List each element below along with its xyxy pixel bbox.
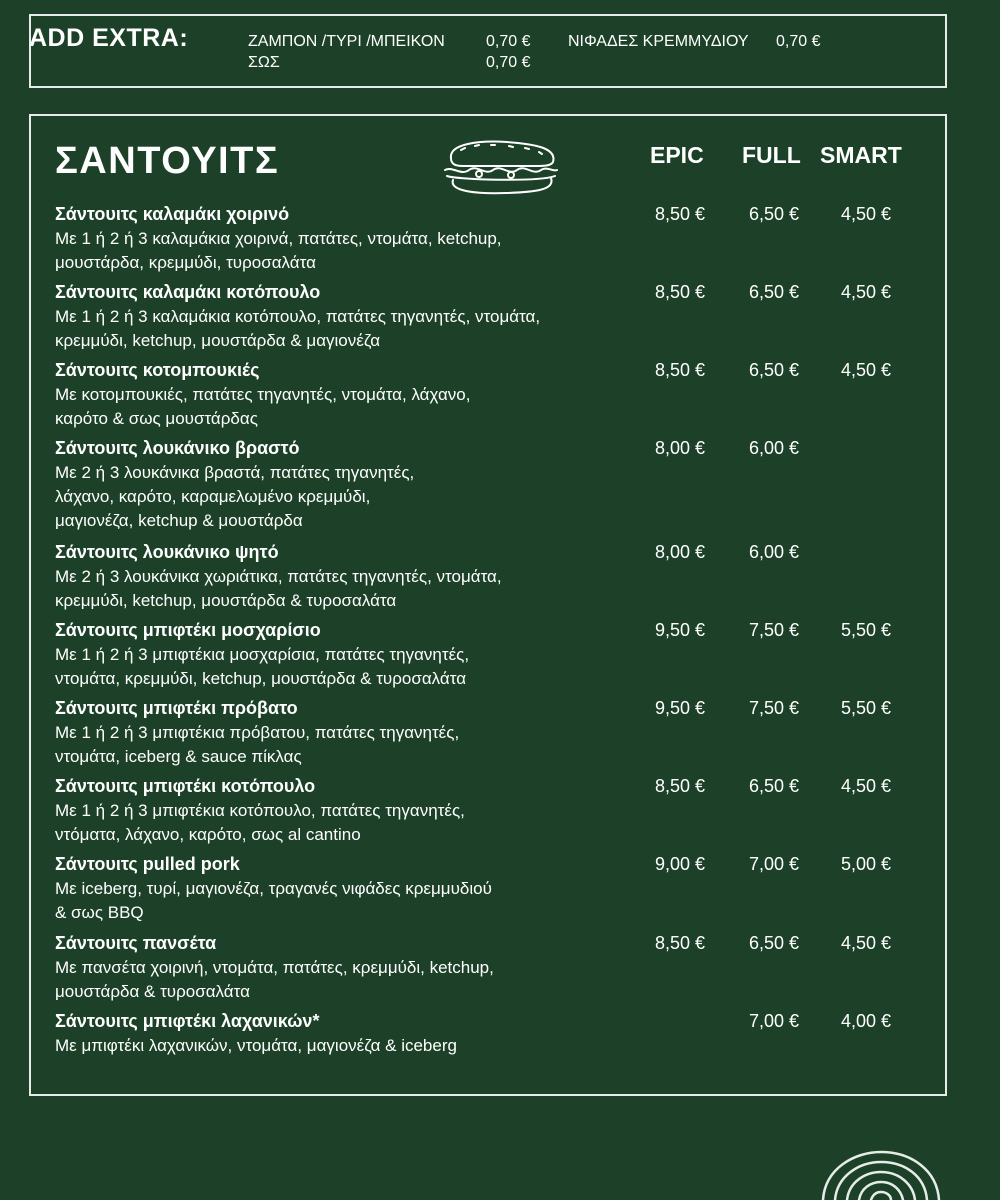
- item-name: Σάντουιτς λουκάνικο βραστό: [55, 438, 300, 458]
- price-epic: 8,50 €: [655, 776, 706, 796]
- item-description: Με 1 ή 2 ή 3 καλαμάκια χοιρινά, πατάτες, ντομάτα, ketchup, μουστάρδα, κρεμμύδι, τυροσαλάτα: [55, 229, 502, 272]
- menu-item: [55, 774, 935, 847]
- price-smart: 4,50 €: [841, 360, 892, 380]
- price-smart: 4,50 €: [841, 933, 892, 953]
- item-description: Με 1 ή 2 ή 3 μπιφτέκια κοτόπουλο, πατάτες τηγανητές, ντόματα, λάχανο, καρότο, σως al cantino: [55, 801, 465, 844]
- price-epic: 8,50 €: [655, 933, 706, 953]
- price-epic: 8,50 €: [655, 282, 706, 302]
- price-full: 6,00 €: [749, 438, 800, 458]
- item-name: Σάντουιτς κοτομπουκιές: [55, 360, 260, 380]
- price-smart: 4,50 €: [841, 282, 892, 302]
- item-name: Σάντουιτς καλαμάκι κοτόπουλο: [55, 282, 321, 302]
- item-description: Με κοτομπουκιές, πατάτες τηγανητές, ντομάτα, λάχανο, καρότο & σως μουστάρδας: [55, 385, 471, 428]
- column-full: FULL: [742, 142, 801, 168]
- item-name: Σάντουιτς μπιφτέκι μοσχαρίσιο: [55, 620, 321, 640]
- item-description: Με μπιφτέκι λαχανικών, ντομάτα, μαγιονέζα & iceberg: [55, 1036, 457, 1055]
- price-full: 7,50 €: [749, 698, 800, 718]
- menu-item: [55, 540, 935, 613]
- price-smart: 5,00 €: [841, 854, 892, 874]
- sandwich-menu-box: [29, 114, 947, 1096]
- menu-item: [55, 852, 935, 925]
- extra-price: 0,70 €: [486, 54, 531, 71]
- price-full: 6,50 €: [749, 282, 800, 302]
- price-smart: 4,00 €: [841, 1011, 892, 1031]
- menu-item: [55, 436, 935, 533]
- extra-name: ΖΑΜΠΟΝ /ΤΥΡΙ /ΜΠΕΙΚΟΝ: [248, 33, 445, 50]
- item-name: Σάντουιτς λουκάνικο ψητό: [55, 542, 279, 562]
- item-description: Με 2 ή 3 λουκάνικα χωριάτικα, πατάτες τηγανητές, ντομάτα, κρεμμύδι, ketchup, μουστάρδα & τυροσαλάτα: [55, 567, 502, 610]
- column-smart: SMART: [820, 142, 902, 168]
- extra-name: ΣΩΣ: [248, 54, 280, 71]
- price-full: 6,50 €: [749, 776, 800, 796]
- price-full: 7,50 €: [749, 620, 800, 640]
- extra-price: 0,70 €: [776, 33, 821, 50]
- sandwich-icon: [439, 136, 561, 198]
- price-smart: 4,50 €: [841, 776, 892, 796]
- item-description: Με 2 ή 3 λουκάνικα βραστά, πατάτες τηγανητές, λάχανο, καρότο, καραμελωμένο κρεμμύδι, μαγιονέζα, ketchup & μουστάρδα: [55, 463, 415, 530]
- item-description: Με iceberg, τυρί, μαγιονέζα, τραγανές νιφάδες κρεμμυδιού & σως BBQ: [55, 879, 492, 922]
- price-epic: 9,50 €: [655, 620, 706, 640]
- menu-item: [55, 931, 935, 1004]
- menu-title: ΣΑΝΤΟΥΙΤΣ: [55, 140, 280, 182]
- item-description: Με 1 ή 2 ή 3 καλαμάκια κοτόπουλο, πατάτες τηγανητές, ντομάτα, κρεμμύδι, ketchup, μουστάρδα & μαγιονέζα: [55, 307, 541, 350]
- item-name: Σάντουιτς καλαμάκι χοιρινό: [55, 204, 290, 224]
- add-extra-title: ADD EXTRA:: [29, 24, 189, 52]
- price-epic: 8,50 €: [655, 204, 706, 224]
- fingerprint-icon: [815, 1148, 945, 1200]
- price-epic: 8,50 €: [655, 360, 706, 380]
- price-smart: 5,50 €: [841, 620, 892, 640]
- item-name: Σάντουιτς μπιφτέκι κοτόπουλο: [55, 776, 316, 796]
- price-epic: 8,00 €: [655, 438, 706, 458]
- item-name: Σάντουιτς πανσέτα: [55, 933, 217, 953]
- extra-price: 0,70 €: [486, 33, 531, 50]
- item-name: Σάντουιτς pulled pork: [55, 854, 240, 874]
- item-description: Με 1 ή 2 ή 3 μπιφτέκια μοσχαρίσια, πατάτες τηγανητές, ντομάτα, κρεμμύδι, ketchup, μουστάρδα & τυροσαλάτα: [55, 645, 470, 688]
- item-name: Σάντουιτς μπιφτέκι πρόβατο: [55, 698, 298, 718]
- price-full: 6,50 €: [749, 933, 800, 953]
- column-epic: EPIC: [650, 142, 704, 168]
- price-epic: 9,00 €: [655, 854, 706, 874]
- price-epic: 8,00 €: [655, 542, 706, 562]
- price-full: 6,50 €: [749, 360, 800, 380]
- extra-name: ΝΙΦΑΔΕΣ ΚΡΕΜΜΥΔΙΟΥ: [568, 33, 749, 50]
- menu-item: [55, 202, 935, 275]
- price-full: 7,00 €: [749, 1011, 800, 1031]
- price-full: 7,00 €: [749, 854, 800, 874]
- item-description: Με 1 ή 2 ή 3 μπιφτέκια πρόβατου, πατάτες τηγανητές, ντομάτα, iceberg & sauce πίκλας: [55, 723, 460, 766]
- price-full: 6,50 €: [749, 204, 800, 224]
- price-smart: 4,50 €: [841, 204, 892, 224]
- price-smart: 5,50 €: [841, 698, 892, 718]
- price-full: 6,00 €: [749, 542, 800, 562]
- price-epic: 9,50 €: [655, 698, 706, 718]
- menu-item: [55, 696, 935, 769]
- menu-item: [55, 358, 935, 431]
- menu-item: [55, 618, 935, 691]
- item-name: Σάντουιτς μπιφτέκι λαχανικών*: [55, 1011, 320, 1031]
- item-description: Με πανσέτα χοιρινή, ντομάτα, πατάτες, κρεμμύδι, ketchup, μουστάρδα & τυροσαλάτα: [55, 958, 494, 1001]
- menu-item: [55, 1009, 935, 1058]
- menu-item: [55, 280, 935, 353]
